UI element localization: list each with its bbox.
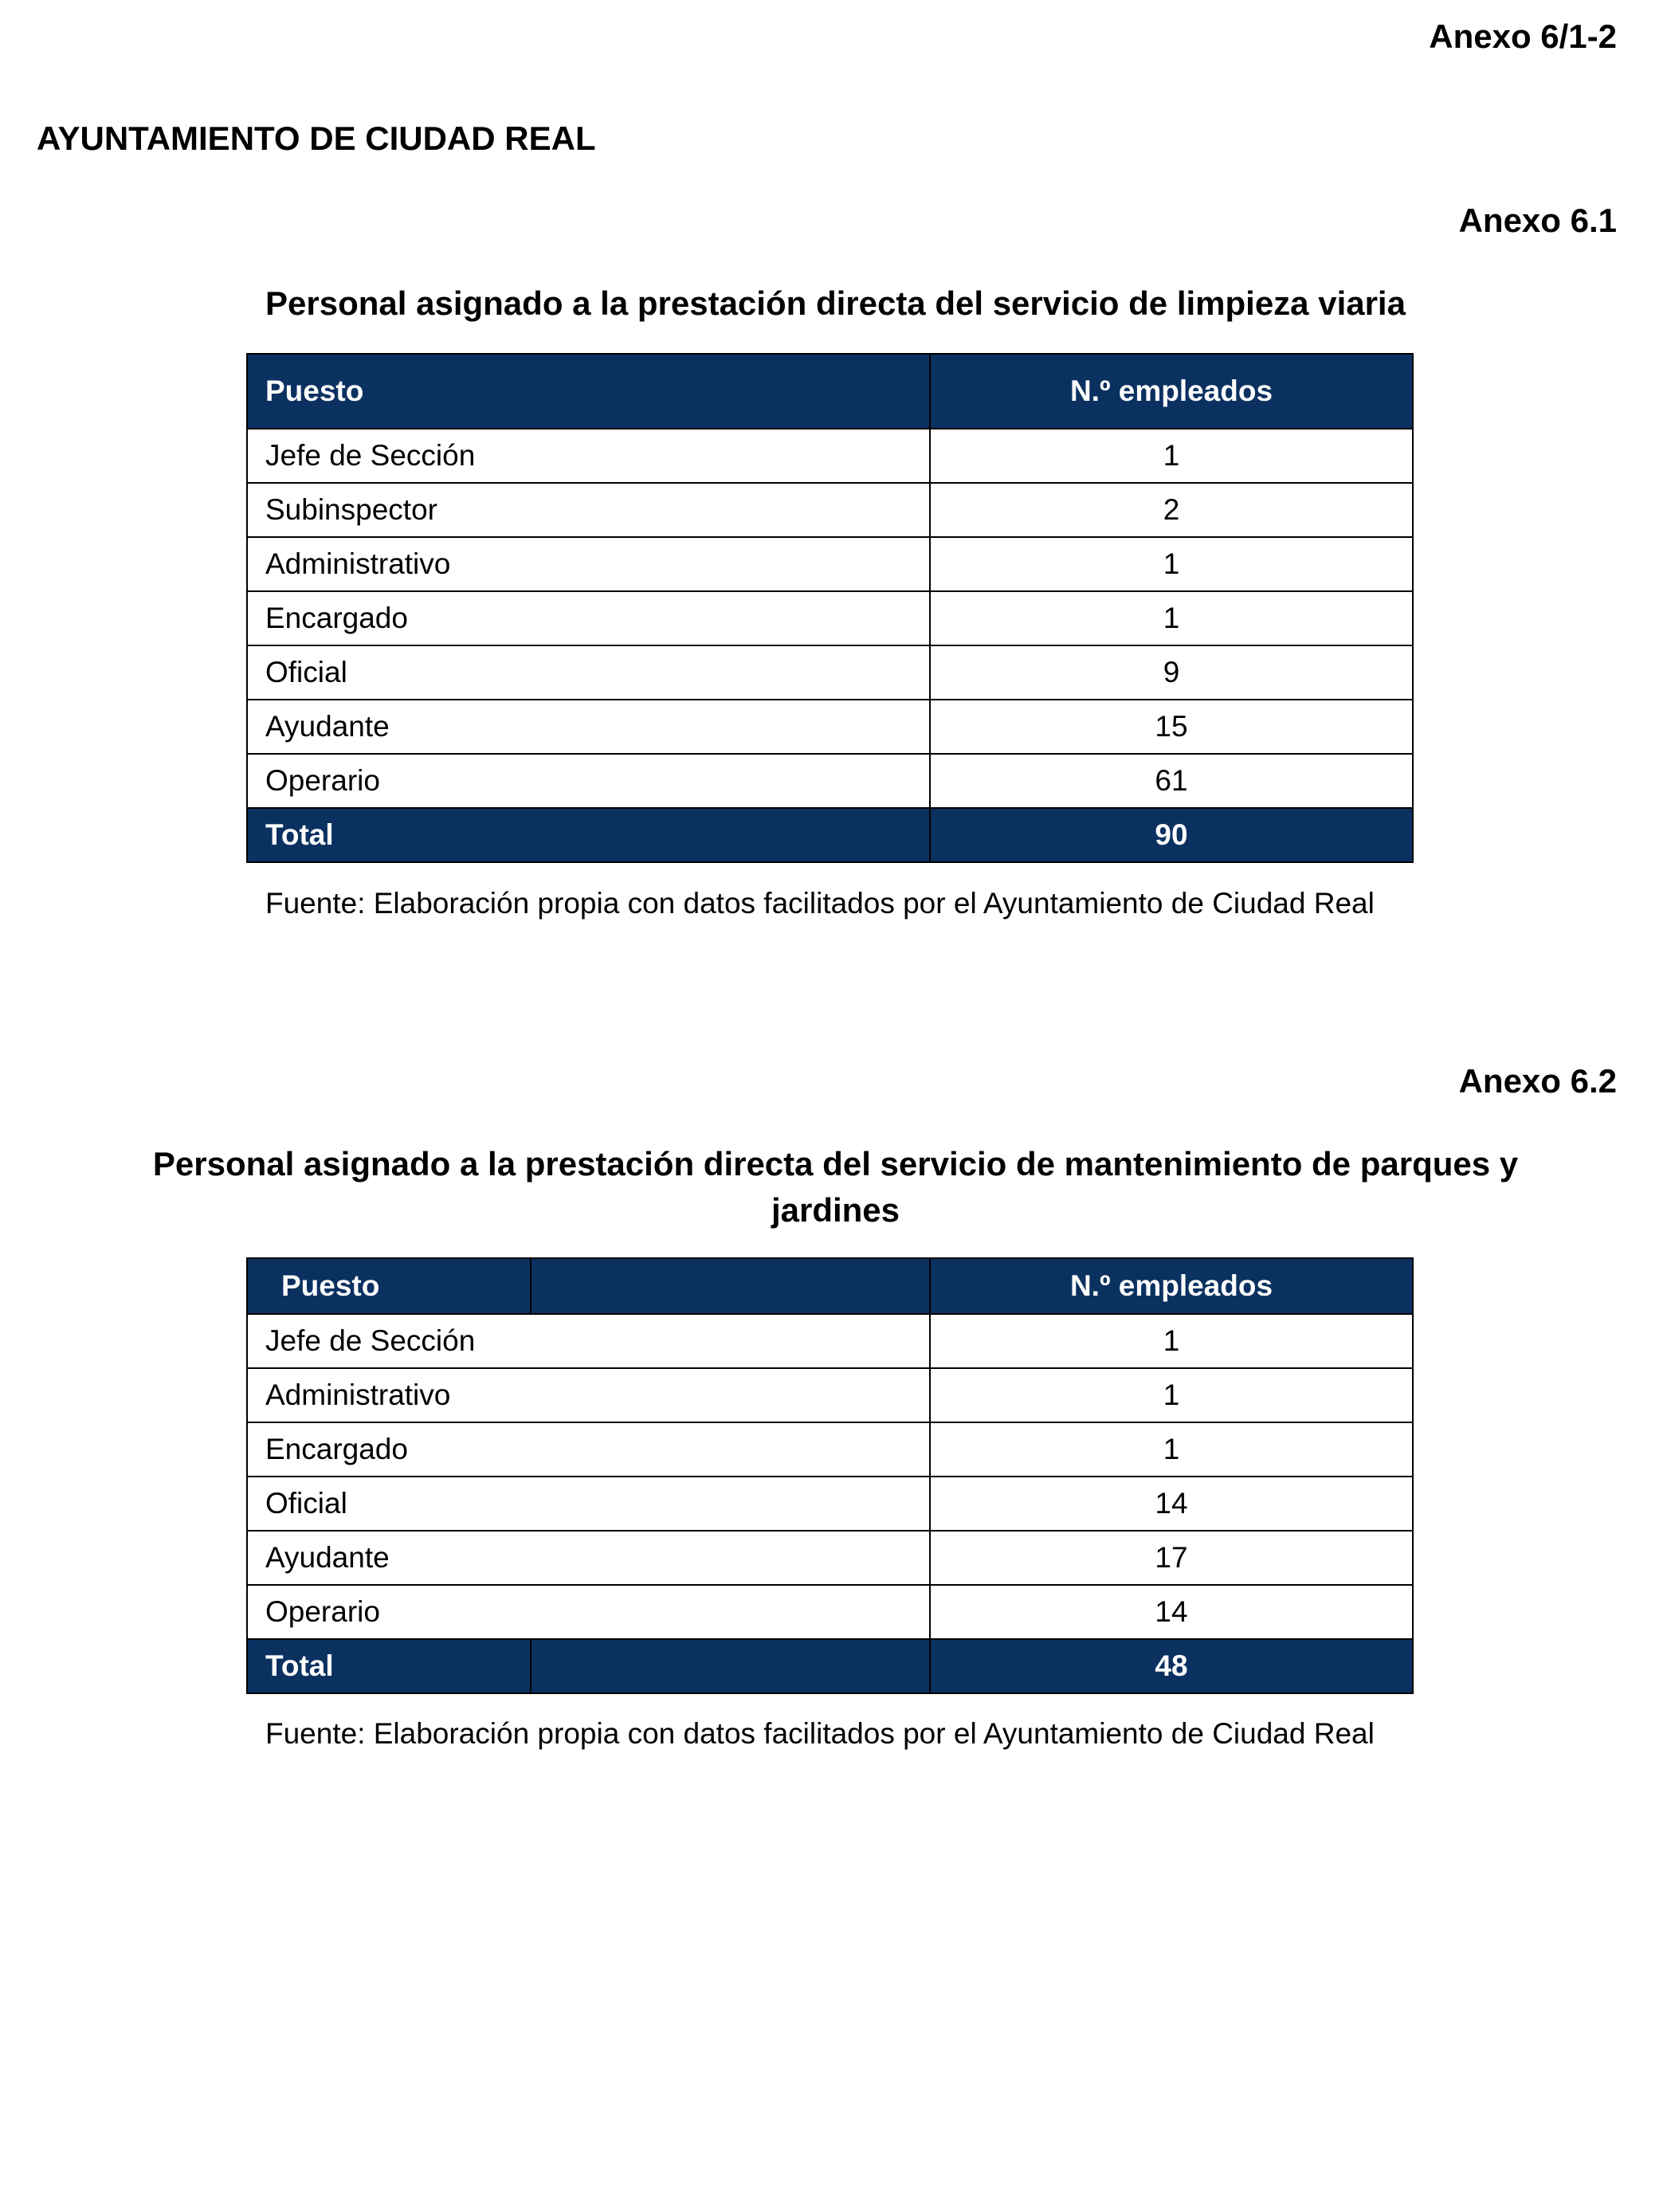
table-row xyxy=(247,483,1413,537)
puesto-cell: Oficial xyxy=(247,645,930,700)
puesto-cell: Oficial xyxy=(247,1477,930,1531)
annex-6-2-title-line-1: Personal asignado a la prestación directa del servicio de mantenimiento de parques y xyxy=(152,1145,1519,1182)
table-row xyxy=(247,1585,1413,1639)
table-row xyxy=(247,1477,1413,1531)
empleados-cell: 1 xyxy=(930,591,1413,645)
puesto-cell: Subinspector xyxy=(247,483,930,537)
empleados-cell: 1 xyxy=(930,1314,1413,1368)
table-row xyxy=(247,645,1413,700)
annex-6-2-source-note: Fuente: Elaboración propia con datos facilitados por el Ayuntamiento de Ciudad Real xyxy=(265,1717,1375,1750)
empleados-cell: 15 xyxy=(930,700,1413,754)
empleados-cell: 1 xyxy=(930,537,1413,591)
table-header-row xyxy=(247,354,1413,429)
table-header-row xyxy=(247,1258,1413,1314)
page-reference: Anexo 6/1-2 xyxy=(1429,18,1617,55)
total-row xyxy=(247,808,1413,862)
total-spacer-cell xyxy=(531,1639,930,1693)
puesto-cell: Jefe de Sección xyxy=(247,1314,930,1368)
empleados-cell: 1 xyxy=(930,1368,1413,1422)
table-row xyxy=(247,429,1413,483)
puesto-cell: Encargado xyxy=(247,1422,930,1477)
table-row xyxy=(247,1368,1413,1422)
puesto-cell: Administrativo xyxy=(247,537,930,591)
annex-6-2-title-line-2: jardines xyxy=(771,1191,900,1229)
total-value: 48 xyxy=(930,1639,1413,1693)
total-label: Total xyxy=(247,808,930,862)
puesto-cell: Administrativo xyxy=(247,1368,930,1422)
puesto-cell: Ayudante xyxy=(247,1531,930,1585)
annex-6-1-title: Personal asignado a la prestación directa del servicio de limpieza viaria xyxy=(265,284,1406,322)
total-row xyxy=(247,1639,1413,1693)
column-header-empleados: N.º empleados xyxy=(930,354,1413,429)
puesto-cell: Jefe de Sección xyxy=(247,429,930,483)
empleados-cell: 61 xyxy=(930,754,1413,808)
table-row xyxy=(247,754,1413,808)
annex-6-1-label: Anexo 6.1 xyxy=(1458,202,1617,239)
column-header-puesto: Puesto xyxy=(247,354,930,429)
annex-6-2-label: Anexo 6.2 xyxy=(1458,1062,1617,1100)
total-value: 90 xyxy=(930,808,1413,862)
column-header-empleados: N.º empleados xyxy=(930,1258,1413,1314)
annex-6-2-title xyxy=(0,1141,1671,1233)
empleados-cell: 1 xyxy=(930,1422,1413,1477)
annex-6-1-source-note: Fuente: Elaboración propia con datos facilitados por el Ayuntamiento de Ciudad Real xyxy=(265,887,1375,920)
header-spacer-cell xyxy=(531,1258,930,1314)
entity-name: AYUNTAMIENTO DE CIUDAD REAL xyxy=(37,120,596,157)
empleados-cell: 9 xyxy=(930,645,1413,700)
column-header-puesto: Puesto xyxy=(247,1258,531,1314)
table-row xyxy=(247,1531,1413,1585)
empleados-cell: 17 xyxy=(930,1531,1413,1585)
puesto-cell: Ayudante xyxy=(247,700,930,754)
puesto-cell: Encargado xyxy=(247,591,930,645)
staff-table-street-cleaning xyxy=(246,353,1414,863)
puesto-cell: Operario xyxy=(247,754,930,808)
empleados-cell: 1 xyxy=(930,429,1413,483)
table-row xyxy=(247,537,1413,591)
puesto-cell: Operario xyxy=(247,1585,930,1639)
total-label: Total xyxy=(247,1639,531,1693)
empleados-cell: 14 xyxy=(930,1585,1413,1639)
staff-table-parks-gardens xyxy=(246,1257,1414,1694)
table-row xyxy=(247,1422,1413,1477)
table-row xyxy=(247,1314,1413,1368)
empleados-cell: 2 xyxy=(930,483,1413,537)
table-row xyxy=(247,591,1413,645)
table-row xyxy=(247,700,1413,754)
empleados-cell: 14 xyxy=(930,1477,1413,1531)
